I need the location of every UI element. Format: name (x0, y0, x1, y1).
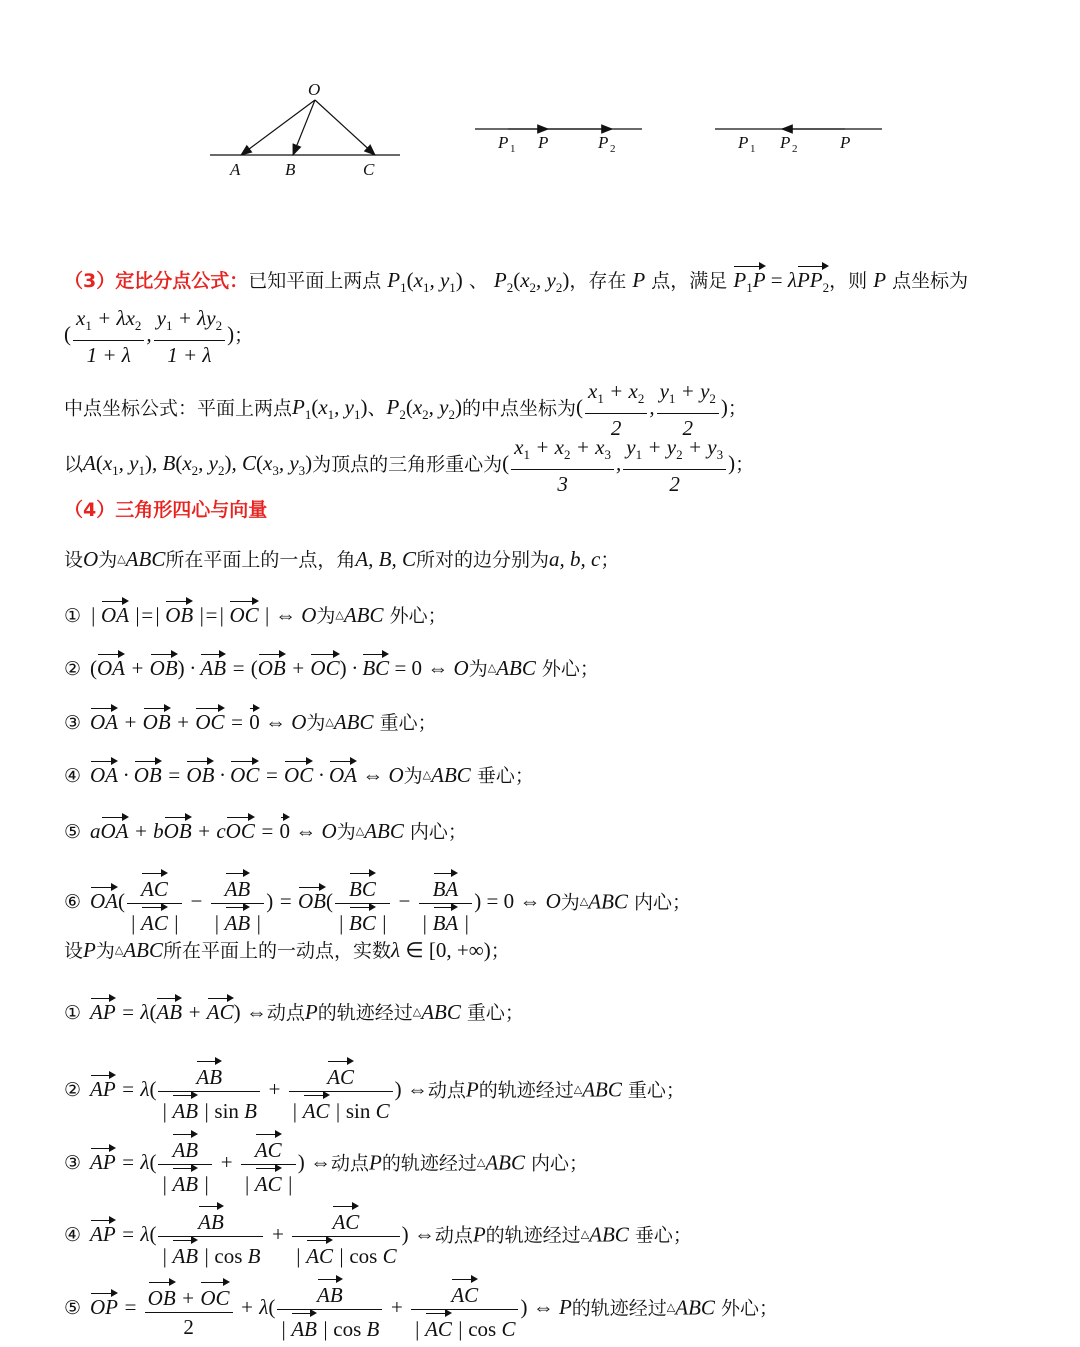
item2-5: ⑤ OP = $\frac{OB + OC}{2}$ + λ( $\frac{AB}{\text{| AB | cos B}}$ + $\frac{AC}{\text{| AC | cos C}}$ ) ⇔ P的轨迹经过△ABC 外心； (64, 1276, 778, 1343)
triangle-figure (205, 75, 405, 185)
item2-3: ③ AP = λ( $\frac{AB}{| AB |}$ + $\frac{AC}{| AC |}$ ) ⇔动点P的轨迹经过△ABC 内心； (64, 1131, 588, 1198)
item1-1: ① | OA |=| OB |=| OC | ⇔ O为△ABC 外心； (64, 598, 447, 628)
section-3-formula: ( $\frac{x_1 + \lambda x_2}{1 + \lambda}$ , $\frac{y_1 + \lambda y_2}{1 + \lambda}$ )； (64, 306, 254, 368)
item1-4: ④ OA · OB = OB · OC = OC · OA ⇔ O为△ABC 垂心； (64, 758, 534, 788)
section-4-heading: （4）三角形四心与向量 (64, 499, 268, 521)
item1-2: ② (OA + OB) · AB = (OB + OC) · BC = 0 ⇔ O为△ABC 外心； (64, 651, 599, 681)
item1-6: ⑥ OA( $\frac{AC}{| AC |}$ − $\frac{AB}{| AB |}$ ) = OB( $\frac{BC}{| BC |}$ − $\frac{BA}{| BA |}$ ) = 0 ⇔ O为△ABC 内心； (64, 870, 691, 937)
label-P: P (538, 133, 549, 152)
item1-5: ⑤ aOA + bOB + cOC = 0 ⇔ O为△ABC 内心； (64, 814, 467, 844)
item1-3: ③ OA + OB + OC = 0 ⇔ O为△ABC 重心； (64, 705, 437, 735)
item2-2: ② AP = λ( $\frac{AB}{\text{| AB | sin B}}$ + $\frac{AC}{\text{| AC | sin C}}$ ) ⇔动点P的轨迹经过△ABC 重心； (64, 1058, 685, 1125)
label-P2: P (780, 133, 791, 152)
intro-1: 设O为△ABC所在平面上的一点，角A, B, C所对的边分别为a, b, c； (64, 547, 620, 571)
label-O: O (308, 80, 321, 99)
section-3-line: （3）定比分点公式：已知平面上两点 $P_1(x_1$, $y_1$) 、 $P_2(x_2$, $y_2$)，存在 P 点，满足 $P_1P = \lambda PP_2$，则 P 点坐标为 (64, 263, 968, 300)
segment-figure-1 (470, 110, 650, 160)
label-A: A (230, 160, 241, 179)
label-P: P (840, 133, 851, 152)
item2-1: ① AP = λ(AB + AC) ⇔动点P的轨迹经过△ABC 重心； (64, 995, 524, 1025)
svg-text:1: 1 (750, 143, 756, 155)
label-C: C (363, 160, 375, 179)
svg-text:1: 1 (510, 143, 516, 155)
centroid-line: 以$A(x_1$, $y_1$), $B(x_2$, $y_2$), $C(x_3$, $y_3$)为顶点的三角形重心为( $\frac{x_1 + x_2 + x_3}{3}$ , $\frac{y_1 + y_2 + y_3}{2}$ )； (64, 435, 755, 497)
label-P1: P (498, 133, 509, 152)
label-P1: P (738, 133, 749, 152)
intro-2: 设P为△ABC所在平面上的一动点，实数λ ∈ [0, +∞)； (64, 938, 510, 962)
label-P2: P (598, 133, 609, 152)
svg-text:2: 2 (610, 143, 616, 155)
segment-figure-2 (710, 110, 890, 160)
label-B: B (285, 160, 296, 179)
svg-text:2: 2 (792, 143, 798, 155)
section-3-heading: （3）定比分点公式： (64, 270, 249, 292)
item2-4: ④ AP = λ( $\frac{AB}{\text{| AB | cos B}}$ + $\frac{AC}{\text{| AC | cos C}}$ ) ⇔动点P的轨迹经过△ABC 垂心； (64, 1203, 692, 1270)
midpoint-line: 中点坐标公式：平面上两点$P_1(x_1$, $y_1$)、$P_2(x_2$, $y_2$)的中点坐标为( $\frac{x_1 + x_2}{2}$ , $\frac{y_1 + y_2}{2}$ )； (64, 379, 747, 441)
